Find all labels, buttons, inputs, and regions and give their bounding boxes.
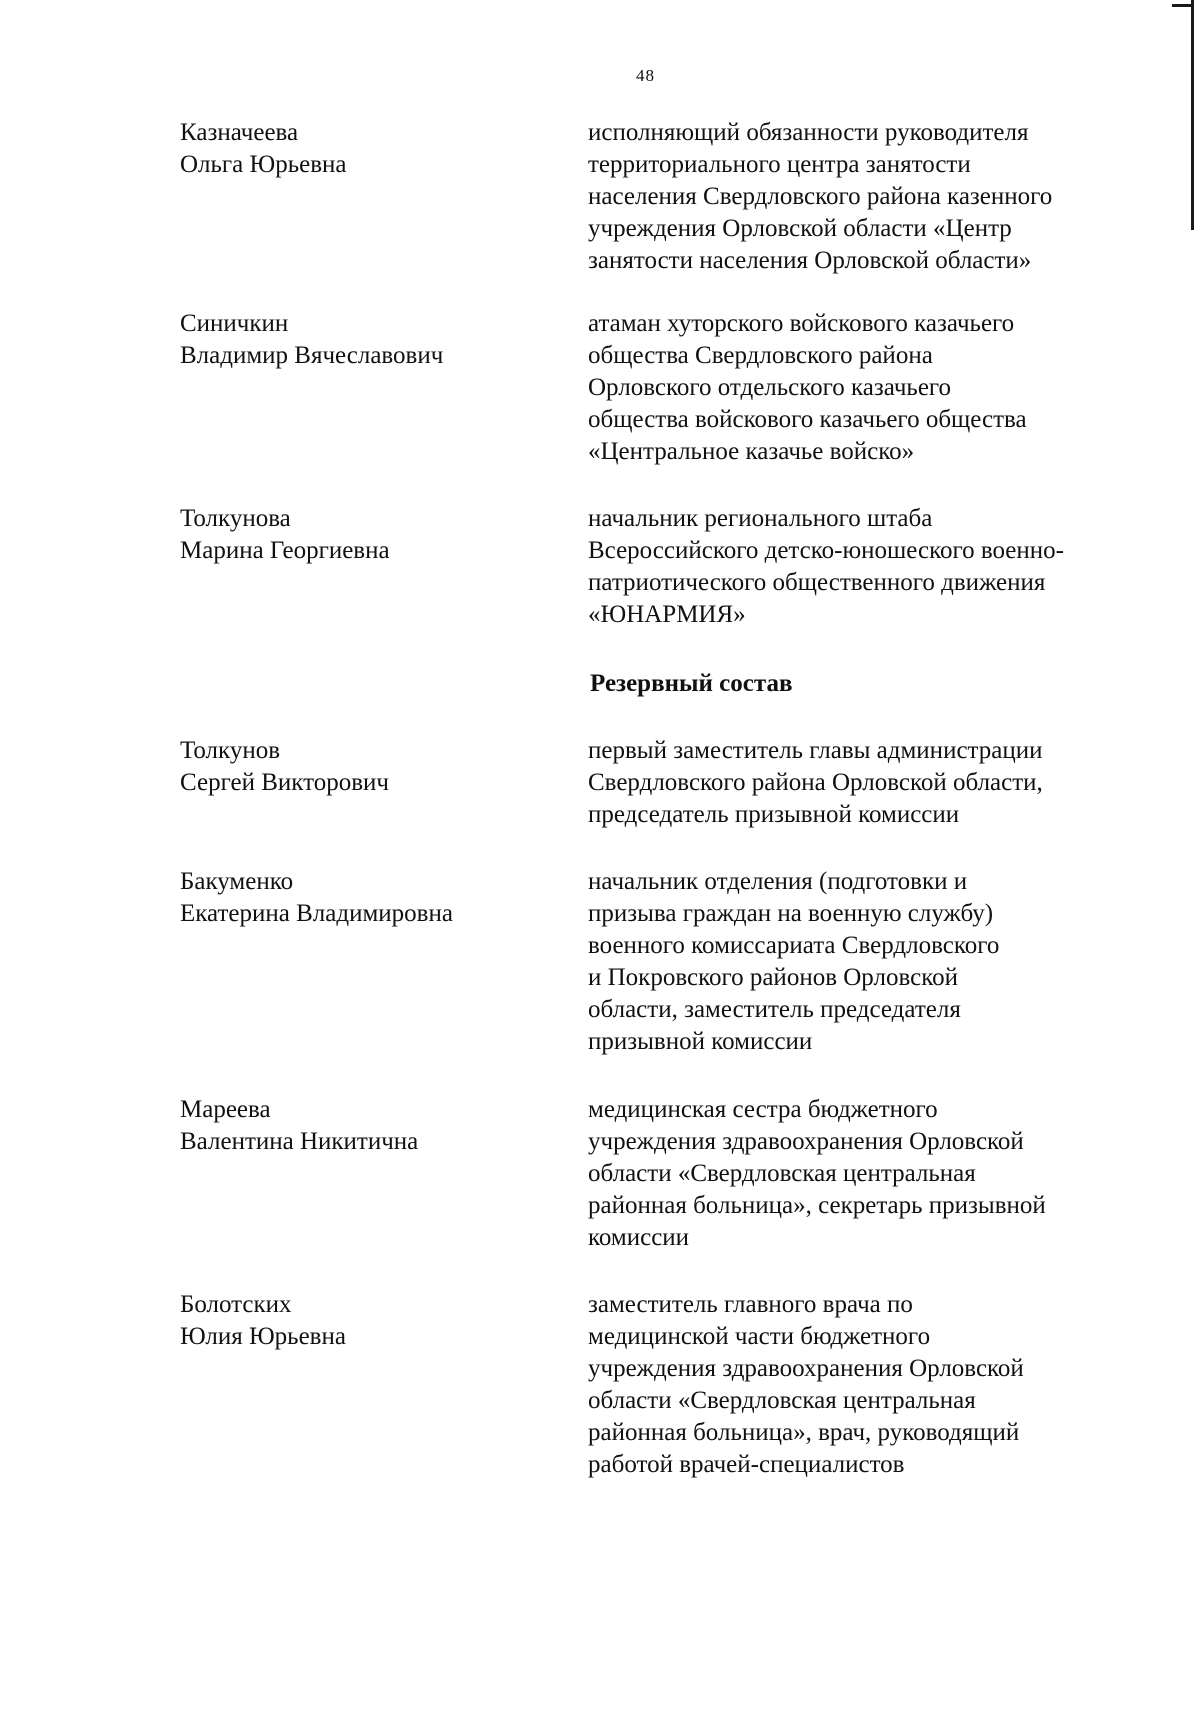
reserve-section-title: Резервный состав (590, 670, 793, 697)
member-name: Толкунов Сергей Викторович (180, 737, 389, 796)
member-name: Казначеева Ольга Юрьевна (180, 119, 347, 178)
member-position: исполняющий обязанности руководителя территориального центра занятости населения Свердловского района казенного учреждения Орловской области «Центр занятости населения Орловской области» (588, 119, 1053, 274)
member-position: начальник отделения (подготовки и призыва граждан на военную службу) военного комиссариата Свердловского и Покровского районов Орловской области, заместитель председателя призывной комиссии (588, 868, 1000, 1055)
scan-edge-line (1191, 0, 1194, 230)
member-position: заместитель главного врача по медицинской части бюджетного учреждения здравоохранения Орловской области «Свердловская центральная районная больница», врач, руководящий работой врачей-специалистов (588, 1291, 1024, 1478)
page-number: 48 (636, 66, 655, 85)
member-name: Бакуменко Екатерина Владимировна (180, 868, 453, 927)
member-position: первый заместитель главы администрации Свердловского района Орловской области, председатель призывной комиссии (588, 737, 1043, 828)
member-name: Мареева Валентина Никитична (180, 1096, 419, 1155)
member-name: Болотских Юлия Юрьевна (180, 1291, 346, 1350)
member-name: Толкунова Марина Георгиевна (180, 505, 390, 564)
member-name: Синичкин Владимир Вячеславович (180, 310, 444, 369)
scan-edge-mark (1172, 4, 1194, 7)
member-position: медицинская сестра бюджетного учреждения здравоохранения Орловской области «Свердловская центральная районная больница», секретарь призывной комиссии (588, 1096, 1046, 1251)
member-position: атаман хуторского войскового казачьего общества Свердловского района Орловского отдельского казачьего общества войскового казачьего общества «Центральное казачье войско» (588, 310, 1027, 465)
member-position: начальник регионального штаба Всероссийского детско-юношеского военно- патриотического общественного движения «ЮНАРМИЯ» (588, 505, 1064, 628)
